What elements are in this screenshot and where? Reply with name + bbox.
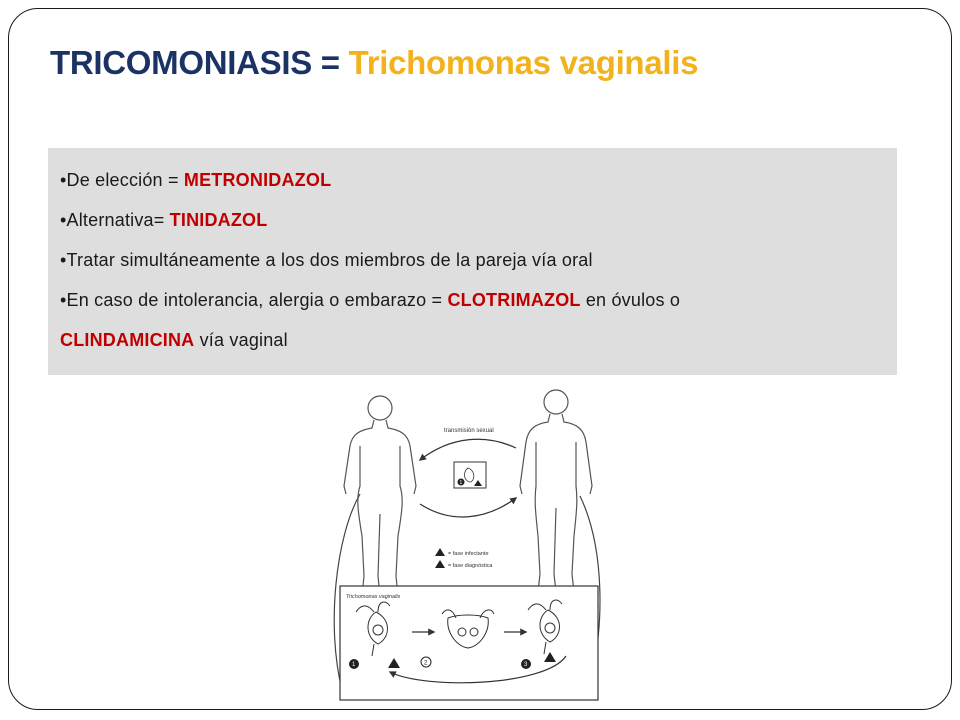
transmission-label: transmisión sexual [444, 428, 494, 434]
female-figure-icon [344, 396, 416, 596]
step-3-label: 3 [524, 662, 528, 668]
life-cycle-diagram [316, 386, 622, 708]
bullet-marker: • [60, 210, 67, 230]
slide-title [50, 44, 698, 82]
center-inset [454, 462, 486, 488]
bullet-marker: • [60, 170, 67, 190]
transmission-arrow-bottom [420, 498, 516, 517]
title-organism: Trichomonas vaginalis [348, 44, 699, 81]
ovulos-text: en óvulos o [580, 290, 681, 310]
step-2-label: 2 [424, 660, 428, 667]
bullet-alternative [60, 200, 897, 240]
clindamicina-drug: CLINDAMICINA [60, 330, 195, 350]
step-1-label: 1 [352, 662, 356, 668]
legend-infective: = fase infectante [448, 551, 489, 557]
legend-diagnostic: = fase diagnóstica [448, 563, 493, 569]
intolerance-text: En caso de intolerancia, alergia o embarazo = [66, 290, 448, 310]
diagnostic-stage-icon [435, 560, 445, 568]
partner-treatment-text: Tratar simultáneamente a los dos miembros de la pareja vía oral [66, 250, 593, 270]
bullet-partner-treatment [60, 240, 897, 280]
transmission-arrow-top [420, 439, 516, 460]
alternative-label: Alternativa= [66, 210, 170, 230]
first-choice-label: De elección = [66, 170, 184, 190]
bullet-first-choice [60, 160, 897, 200]
legend [435, 548, 493, 569]
treatment-box [48, 148, 897, 375]
center-step-number: 1 [459, 480, 463, 486]
first-choice-drug: METRONIDAZOL [183, 170, 332, 190]
alternative-drug: TINIDAZOL [169, 210, 268, 230]
life-cycle-box-title: Trichomonas vaginalis [346, 594, 401, 600]
life-cycle-box [340, 586, 598, 700]
title-main: TRICOMONIASIS = [50, 44, 349, 81]
clotrimazol-drug: CLOTRIMAZOL [447, 290, 581, 310]
bullet-marker: • [60, 250, 67, 270]
bullet-intolerance [60, 280, 897, 320]
bullet-intolerance-cont [60, 320, 897, 360]
bullet-marker: • [60, 290, 67, 310]
male-figure-icon [520, 390, 592, 592]
infective-stage-icon [435, 548, 445, 556]
vaginal-route-text: vía vaginal [194, 330, 288, 350]
